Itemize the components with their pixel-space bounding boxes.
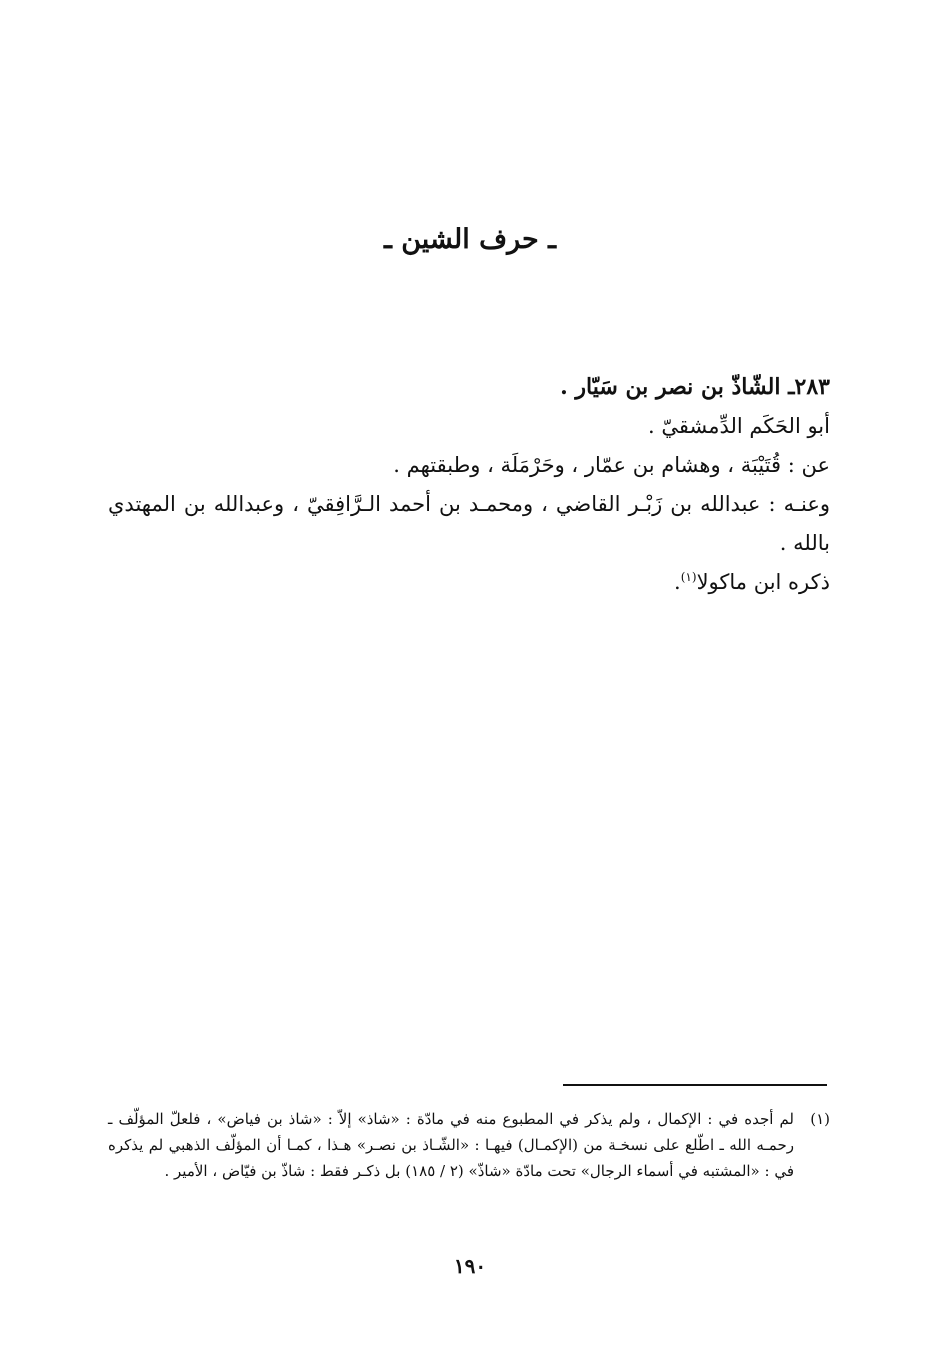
footnote bbox=[108, 1106, 830, 1184]
source-text: ذكره ابن ماكولا bbox=[696, 570, 830, 594]
footnote-reference: (١) bbox=[680, 570, 697, 584]
footnote-number: (١) bbox=[810, 1110, 830, 1128]
entry-heading: ٢٨٣ـ الشّاذّ بن نصر بن سَيّار . bbox=[560, 374, 830, 400]
footnote-separator bbox=[563, 1084, 827, 1086]
section-title: ـ حرف الشين ـ bbox=[383, 224, 557, 255]
footnote-text: لم أجده في : الإكمال ، ولم يذكر في المطبوع منه في مادّة : «شاذ» إلاّ : «شاذ بن فياض» ، فلعلّ المؤلّف ـ رحمـه الله ـ اطّلع على نسخـة من (الإكمـال) فيهـا : «الشّـاذ بن نصـر» هـذا ، كمـا أن المؤلّف الذهبي لم يذكره في : «المشتبه في أسماء الرجال» تحت مادّة «شاذّ» (٢ / ١٨٥) بل ذكـر فقط : شاذّ بن فيّاض ، الأمير . bbox=[108, 1110, 794, 1180]
students-text: عبدالله بن زَبْـر القاضي ، ومحمـد بن أحمد الـرَّافِقيّ ، وعبدالله بن المهتدي بالله . bbox=[108, 492, 830, 555]
page-number: ١٩٠ bbox=[453, 1254, 487, 1278]
teachers-label: عن : bbox=[787, 453, 830, 477]
students-label: وعنـه : bbox=[768, 492, 830, 516]
biography-entry bbox=[108, 368, 830, 602]
entry-source bbox=[108, 563, 830, 602]
teachers-text: قُتَيْبَة ، وهشام بن عمّار ، وحَرْمَلَة ، وطبقتهم . bbox=[393, 453, 782, 477]
source-end: . bbox=[674, 570, 681, 594]
entry-kunya: أبو الحَكَم الدِّمشقيّ . bbox=[648, 414, 830, 438]
entry-students bbox=[108, 485, 830, 563]
entry-teachers bbox=[108, 446, 830, 485]
